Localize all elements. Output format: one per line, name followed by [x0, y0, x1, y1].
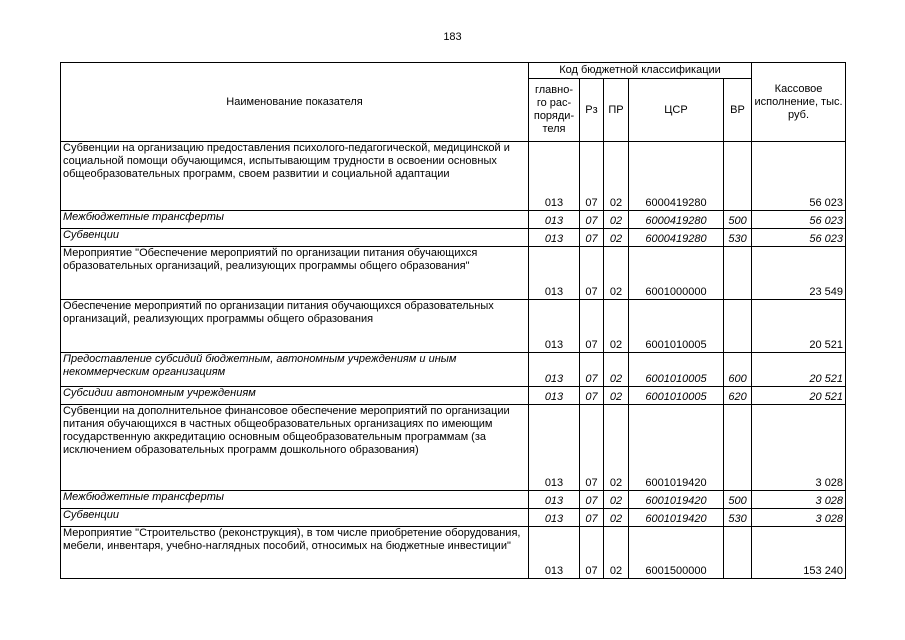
row-rz: 07: [580, 527, 604, 579]
row-vr: [724, 142, 752, 211]
budget-table: [60, 62, 846, 579]
row-rz: 07: [580, 229, 604, 247]
row-grbs: 013: [529, 387, 580, 405]
header-name: Наименование показателя: [61, 63, 529, 142]
row-csr: 6001000000: [629, 247, 724, 300]
header-csr: ЦСР: [629, 79, 724, 142]
row-vr: 500: [724, 491, 752, 509]
row-grbs: 013: [529, 142, 580, 211]
row-name: Обеспечение мероприятий по организации питания обучающихся образовательных организаций, реализующих программы общего образования: [61, 300, 529, 353]
row-amount: 56 023: [752, 142, 846, 211]
row-pr: 02: [604, 509, 629, 527]
row-pr: 02: [604, 491, 629, 509]
row-vr: [724, 247, 752, 300]
row-vr: [724, 300, 752, 353]
row-grbs: 013: [529, 300, 580, 353]
row-csr: 6001500000: [629, 527, 724, 579]
row-vr: [724, 405, 752, 491]
row-csr: 6001019420: [629, 509, 724, 527]
row-pr: 02: [604, 353, 629, 387]
row-vr: 530: [724, 509, 752, 527]
row-rz: 07: [580, 142, 604, 211]
table-row: [61, 247, 846, 300]
row-rz: 07: [580, 300, 604, 353]
header-rz: Рз: [580, 79, 604, 142]
header-grbs: главно-го рас-поряди-теля: [529, 79, 580, 142]
row-vr: 500: [724, 211, 752, 229]
row-amount: 20 521: [752, 353, 846, 387]
row-csr: 6001019420: [629, 405, 724, 491]
row-csr: 6001019420: [629, 491, 724, 509]
row-amount: 153 240: [752, 527, 846, 579]
row-pr: 02: [604, 247, 629, 300]
row-grbs: 013: [529, 509, 580, 527]
row-rz: 07: [580, 247, 604, 300]
row-name: Субвенции на организацию предоставления психолого-педагогической, медицинской и социальной помощи обучающимся, испытывающим трудности в освоении основных общеобразовательных программ, своем развитии и социальной адаптации: [61, 142, 529, 211]
table-row: [61, 211, 846, 229]
row-amount: 3 028: [752, 491, 846, 509]
row-amount: 23 549: [752, 247, 846, 300]
row-pr: 02: [604, 211, 629, 229]
row-pr: 02: [604, 229, 629, 247]
row-name: Мероприятие "Обеспечение мероприятий по организации питания обучающихся образовательных организаций, реализующих программы общего образования": [61, 247, 529, 300]
table-row: [61, 300, 846, 353]
table-row: [61, 405, 846, 491]
header-vr: ВР: [724, 79, 752, 142]
row-vr: 530: [724, 229, 752, 247]
row-amount: 56 023: [752, 229, 846, 247]
row-grbs: 013: [529, 491, 580, 509]
table-row: [61, 527, 846, 579]
header-pr: ПР: [604, 79, 629, 142]
row-name: Субвенции: [61, 509, 529, 527]
row-csr: 6001010005: [629, 300, 724, 353]
row-pr: 02: [604, 405, 629, 491]
table-row: [61, 353, 846, 387]
row-rz: 07: [580, 387, 604, 405]
row-name: Субсидии автономным учреждениям: [61, 387, 529, 405]
row-grbs: 013: [529, 527, 580, 579]
row-amount: 3 028: [752, 509, 846, 527]
row-amount: 20 521: [752, 300, 846, 353]
row-name: Предоставление субсидий бюджетным, автономным учреждениям и иным некоммерческим организациям: [61, 353, 529, 387]
row-name: Межбюджетные трансферты: [61, 211, 529, 229]
row-grbs: 013: [529, 405, 580, 491]
row-vr: [724, 527, 752, 579]
row-pr: 02: [604, 142, 629, 211]
table-row: [61, 142, 846, 211]
table-row: [61, 229, 846, 247]
row-vr: 600: [724, 353, 752, 387]
row-csr: 6000419280: [629, 211, 724, 229]
table-row: [61, 509, 846, 527]
row-name: Субвенции на дополнительное финансовое обеспечение мероприятий по организации питания обучающихся в частных общеобразовательных организациях по имеющим государственную аккредитацию основным общеобразовательным программам (за исключением образовательных программ дошкольного образования): [61, 405, 529, 491]
row-amount: 20 521: [752, 387, 846, 405]
table-body: [61, 142, 846, 579]
row-pr: 02: [604, 387, 629, 405]
row-csr: 6000419280: [629, 229, 724, 247]
row-grbs: 013: [529, 247, 580, 300]
row-vr: 620: [724, 387, 752, 405]
table-row: [61, 491, 846, 509]
table-row: [61, 387, 846, 405]
row-grbs: 013: [529, 353, 580, 387]
row-amount: 3 028: [752, 405, 846, 491]
row-name: Межбюджетные трансферты: [61, 491, 529, 509]
header-sum: Кассовое исполнение, тыс. руб.: [752, 63, 846, 142]
row-rz: 07: [580, 491, 604, 509]
row-rz: 07: [580, 405, 604, 491]
row-csr: 6001010005: [629, 353, 724, 387]
row-csr: 6000419280: [629, 142, 724, 211]
row-name: Мероприятие "Строительство (реконструкция), в том числе приобретение оборудования, мебели, инвентаря, учебно-наглядных пособий, относимых на бюджетные инвестиции": [61, 527, 529, 579]
header-group-code: Код бюджетной классификации: [529, 63, 752, 79]
row-grbs: 013: [529, 229, 580, 247]
row-rz: 07: [580, 509, 604, 527]
row-rz: 07: [580, 211, 604, 229]
row-pr: 02: [604, 300, 629, 353]
row-rz: 07: [580, 353, 604, 387]
row-amount: 56 023: [752, 211, 846, 229]
row-name: Субвенции: [61, 229, 529, 247]
row-grbs: 013: [529, 211, 580, 229]
page-number: 183: [443, 31, 462, 43]
row-pr: 02: [604, 527, 629, 579]
row-csr: 6001010005: [629, 387, 724, 405]
